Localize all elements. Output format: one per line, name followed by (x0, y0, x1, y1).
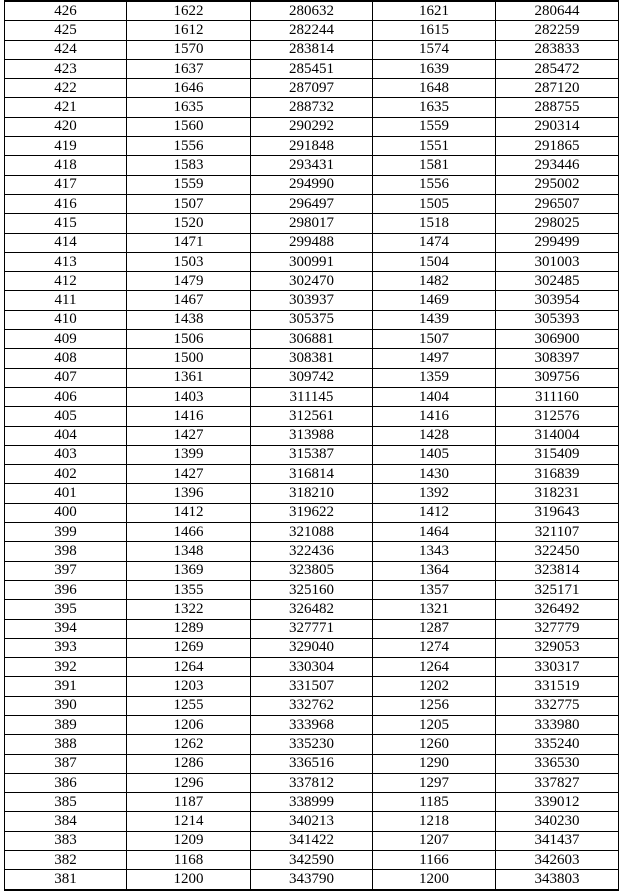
cell-score: 405 (5, 407, 127, 426)
cell-cumulative-b: 288755 (496, 98, 619, 117)
cell-cumulative-b: 321107 (496, 523, 619, 542)
cell-count-b: 1297 (373, 773, 496, 792)
cell-count-a: 1503 (127, 252, 251, 271)
cell-score: 400 (5, 503, 127, 522)
cell-count-b: 1474 (373, 233, 496, 252)
cell-cumulative-a: 337812 (251, 773, 373, 792)
table-row (5, 1, 619, 21)
cell-cumulative-a: 309742 (251, 368, 373, 387)
cell-cumulative-a: 302470 (251, 272, 373, 291)
table-row (5, 330, 619, 349)
cell-count-a: 1168 (127, 851, 251, 870)
cell-count-a: 1466 (127, 523, 251, 542)
cell-count-b: 1639 (373, 59, 496, 78)
table-row (5, 272, 619, 291)
cell-count-a: 1396 (127, 484, 251, 503)
cell-cumulative-a: 306881 (251, 330, 373, 349)
cell-cumulative-a: 294990 (251, 175, 373, 194)
cell-count-b: 1202 (373, 677, 496, 696)
cell-score: 424 (5, 40, 127, 59)
cell-count-a: 1559 (127, 175, 251, 194)
table-row (5, 291, 619, 310)
cell-cumulative-b: 311160 (496, 387, 619, 406)
cell-cumulative-b: 282259 (496, 21, 619, 40)
cell-count-b: 1185 (373, 793, 496, 812)
cell-cumulative-a: 318210 (251, 484, 373, 503)
cell-cumulative-a: 327771 (251, 619, 373, 638)
cell-cumulative-b: 314004 (496, 426, 619, 445)
cell-score: 394 (5, 619, 127, 638)
cell-count-a: 1637 (127, 59, 251, 78)
cell-score: 392 (5, 658, 127, 677)
cell-cumulative-b: 337827 (496, 773, 619, 792)
cell-cumulative-a: 323805 (251, 561, 373, 580)
cell-cumulative-b: 303954 (496, 291, 619, 310)
cell-cumulative-b: 290314 (496, 117, 619, 136)
cell-count-a: 1289 (127, 619, 251, 638)
cell-score: 412 (5, 272, 127, 291)
cell-count-a: 1556 (127, 137, 251, 156)
cell-cumulative-b: 325171 (496, 580, 619, 599)
cell-cumulative-b: 341437 (496, 831, 619, 850)
cell-count-b: 1439 (373, 310, 496, 329)
cell-cumulative-a: 333968 (251, 715, 373, 734)
cell-cumulative-b: 330317 (496, 658, 619, 677)
table-row (5, 870, 619, 890)
cell-cumulative-a: 313988 (251, 426, 373, 445)
table-row (5, 426, 619, 445)
cell-count-a: 1403 (127, 387, 251, 406)
cell-cumulative-a: 305375 (251, 310, 373, 329)
cell-cumulative-a: 331507 (251, 677, 373, 696)
cell-score: 421 (5, 98, 127, 117)
cell-score: 409 (5, 330, 127, 349)
cell-count-a: 1361 (127, 368, 251, 387)
cell-score: 401 (5, 484, 127, 503)
cell-cumulative-b: 342603 (496, 851, 619, 870)
cell-count-a: 1622 (127, 1, 251, 21)
cell-score: 381 (5, 870, 127, 890)
table-row (5, 523, 619, 542)
cell-count-b: 1274 (373, 638, 496, 657)
cell-cumulative-b: 340230 (496, 812, 619, 831)
cell-count-a: 1416 (127, 407, 251, 426)
cell-count-a: 1520 (127, 214, 251, 233)
cell-cumulative-b: 295002 (496, 175, 619, 194)
cell-count-b: 1260 (373, 735, 496, 754)
cell-count-a: 1506 (127, 330, 251, 349)
cell-cumulative-a: 299488 (251, 233, 373, 252)
cell-cumulative-a: 322436 (251, 542, 373, 561)
cell-count-b: 1321 (373, 600, 496, 619)
table-row (5, 175, 619, 194)
cell-cumulative-b: 316839 (496, 465, 619, 484)
cell-score: 397 (5, 561, 127, 580)
cell-score: 403 (5, 445, 127, 464)
cell-cumulative-b: 285472 (496, 59, 619, 78)
table-row (5, 79, 619, 98)
cell-score: 386 (5, 773, 127, 792)
cell-count-b: 1287 (373, 619, 496, 638)
table-row (5, 812, 619, 831)
cell-cumulative-b: 332775 (496, 696, 619, 715)
cell-cumulative-b: 296507 (496, 194, 619, 213)
cell-score: 387 (5, 754, 127, 773)
cell-score: 402 (5, 465, 127, 484)
table-row (5, 677, 619, 696)
cell-score: 407 (5, 368, 127, 387)
table-row (5, 619, 619, 638)
cell-count-b: 1518 (373, 214, 496, 233)
cell-count-a: 1286 (127, 754, 251, 773)
cell-count-a: 1203 (127, 677, 251, 696)
cell-cumulative-a: 290292 (251, 117, 373, 136)
cell-score: 395 (5, 600, 127, 619)
cell-cumulative-b: 339012 (496, 793, 619, 812)
cell-cumulative-a: 291848 (251, 137, 373, 156)
cell-cumulative-b: 309756 (496, 368, 619, 387)
table-row (5, 40, 619, 59)
cell-score: 384 (5, 812, 127, 831)
cell-score: 389 (5, 715, 127, 734)
cell-count-b: 1556 (373, 175, 496, 194)
cell-count-a: 1612 (127, 21, 251, 40)
table-row (5, 387, 619, 406)
cell-cumulative-b: 302485 (496, 272, 619, 291)
cell-count-b: 1359 (373, 368, 496, 387)
cell-count-b: 1497 (373, 349, 496, 368)
table-row (5, 696, 619, 715)
cell-cumulative-b: 323814 (496, 561, 619, 580)
table-row (5, 21, 619, 40)
table-row (5, 59, 619, 78)
table-row (5, 137, 619, 156)
cell-cumulative-a: 282244 (251, 21, 373, 40)
table-row (5, 407, 619, 426)
cell-score: 415 (5, 214, 127, 233)
cell-score: 423 (5, 59, 127, 78)
cell-cumulative-a: 315387 (251, 445, 373, 464)
table-row (5, 214, 619, 233)
cell-count-a: 1412 (127, 503, 251, 522)
table-row (5, 831, 619, 850)
cell-cumulative-b: 301003 (496, 252, 619, 271)
table-row (5, 600, 619, 619)
cell-count-b: 1428 (373, 426, 496, 445)
cell-count-b: 1412 (373, 503, 496, 522)
score-distribution-sheet (4, 0, 618, 891)
table-row (5, 658, 619, 677)
cell-count-b: 1343 (373, 542, 496, 561)
table-row (5, 465, 619, 484)
cell-score: 388 (5, 735, 127, 754)
cell-count-a: 1262 (127, 735, 251, 754)
table-body (5, 1, 619, 890)
table-row (5, 445, 619, 464)
table-row (5, 349, 619, 368)
cell-cumulative-a: 338999 (251, 793, 373, 812)
cell-count-b: 1504 (373, 252, 496, 271)
cell-cumulative-b: 327779 (496, 619, 619, 638)
table-row (5, 252, 619, 271)
cell-count-b: 1404 (373, 387, 496, 406)
cell-cumulative-b: 293446 (496, 156, 619, 175)
table-row (5, 735, 619, 754)
cell-cumulative-b: 343803 (496, 870, 619, 890)
cell-score: 418 (5, 156, 127, 175)
cell-cumulative-b: 336530 (496, 754, 619, 773)
cell-cumulative-b: 322450 (496, 542, 619, 561)
cell-cumulative-a: 335230 (251, 735, 373, 754)
cell-score: 398 (5, 542, 127, 561)
cell-cumulative-a: 293431 (251, 156, 373, 175)
cell-cumulative-a: 285451 (251, 59, 373, 78)
cell-score: 396 (5, 580, 127, 599)
cell-score: 404 (5, 426, 127, 445)
cell-cumulative-a: 325160 (251, 580, 373, 599)
cell-count-b: 1648 (373, 79, 496, 98)
cell-cumulative-a: 280632 (251, 1, 373, 21)
cell-cumulative-b: 305393 (496, 310, 619, 329)
cell-cumulative-b: 319643 (496, 503, 619, 522)
cell-cumulative-a: 288732 (251, 98, 373, 117)
cell-count-a: 1635 (127, 98, 251, 117)
table-row (5, 503, 619, 522)
cell-score: 382 (5, 851, 127, 870)
table-row (5, 793, 619, 812)
cell-score: 413 (5, 252, 127, 271)
cell-count-a: 1355 (127, 580, 251, 599)
cell-count-b: 1507 (373, 330, 496, 349)
cell-cumulative-a: 296497 (251, 194, 373, 213)
cell-cumulative-a: 319622 (251, 503, 373, 522)
cell-count-a: 1348 (127, 542, 251, 561)
cell-count-a: 1264 (127, 658, 251, 677)
cell-cumulative-b: 329053 (496, 638, 619, 657)
cell-cumulative-b: 318231 (496, 484, 619, 503)
cell-cumulative-b: 315409 (496, 445, 619, 464)
cell-cumulative-a: 329040 (251, 638, 373, 657)
cell-count-b: 1200 (373, 870, 496, 890)
table-row (5, 561, 619, 580)
cell-score: 422 (5, 79, 127, 98)
cell-count-a: 1500 (127, 349, 251, 368)
cell-count-b: 1559 (373, 117, 496, 136)
cell-score: 393 (5, 638, 127, 657)
table-row (5, 773, 619, 792)
cell-cumulative-a: 312561 (251, 407, 373, 426)
table-row (5, 542, 619, 561)
cell-count-b: 1621 (373, 1, 496, 21)
cell-count-a: 1214 (127, 812, 251, 831)
cell-count-b: 1416 (373, 407, 496, 426)
cell-count-a: 1467 (127, 291, 251, 310)
cell-count-b: 1256 (373, 696, 496, 715)
cell-count-a: 1471 (127, 233, 251, 252)
cell-score: 426 (5, 1, 127, 21)
cell-score: 383 (5, 831, 127, 850)
cell-cumulative-a: 321088 (251, 523, 373, 542)
cell-cumulative-b: 291865 (496, 137, 619, 156)
score-distribution-table (4, 0, 619, 891)
cell-cumulative-a: 341422 (251, 831, 373, 850)
cell-count-b: 1264 (373, 658, 496, 677)
cell-cumulative-b: 283833 (496, 40, 619, 59)
cell-cumulative-b: 280644 (496, 1, 619, 21)
cell-score: 425 (5, 21, 127, 40)
table-row (5, 368, 619, 387)
cell-count-b: 1290 (373, 754, 496, 773)
cell-score: 390 (5, 696, 127, 715)
cell-count-a: 1479 (127, 272, 251, 291)
cell-count-b: 1469 (373, 291, 496, 310)
cell-count-b: 1166 (373, 851, 496, 870)
cell-count-b: 1581 (373, 156, 496, 175)
cell-cumulative-b: 287120 (496, 79, 619, 98)
cell-cumulative-a: 342590 (251, 851, 373, 870)
cell-count-a: 1560 (127, 117, 251, 136)
table-row (5, 98, 619, 117)
table-row (5, 851, 619, 870)
cell-cumulative-a: 308381 (251, 349, 373, 368)
table-row (5, 310, 619, 329)
table-row (5, 754, 619, 773)
table-row (5, 638, 619, 657)
table-row (5, 117, 619, 136)
cell-cumulative-a: 311145 (251, 387, 373, 406)
table-row (5, 194, 619, 213)
cell-count-a: 1646 (127, 79, 251, 98)
cell-count-b: 1218 (373, 812, 496, 831)
table-row (5, 233, 619, 252)
cell-count-a: 1206 (127, 715, 251, 734)
cell-count-b: 1405 (373, 445, 496, 464)
cell-score: 419 (5, 137, 127, 156)
cell-cumulative-a: 303937 (251, 291, 373, 310)
cell-cumulative-b: 335240 (496, 735, 619, 754)
cell-score: 410 (5, 310, 127, 329)
cell-count-a: 1369 (127, 561, 251, 580)
cell-score: 414 (5, 233, 127, 252)
cell-cumulative-b: 326492 (496, 600, 619, 619)
cell-count-a: 1322 (127, 600, 251, 619)
cell-count-a: 1296 (127, 773, 251, 792)
cell-cumulative-a: 343790 (251, 870, 373, 890)
cell-count-b: 1635 (373, 98, 496, 117)
cell-count-b: 1574 (373, 40, 496, 59)
cell-count-a: 1200 (127, 870, 251, 890)
cell-count-b: 1505 (373, 194, 496, 213)
cell-count-a: 1583 (127, 156, 251, 175)
cell-count-b: 1430 (373, 465, 496, 484)
cell-count-b: 1364 (373, 561, 496, 580)
table-row (5, 715, 619, 734)
table-row (5, 156, 619, 175)
cell-score: 385 (5, 793, 127, 812)
cell-count-b: 1615 (373, 21, 496, 40)
cell-count-a: 1255 (127, 696, 251, 715)
cell-count-a: 1427 (127, 426, 251, 445)
cell-count-a: 1269 (127, 638, 251, 657)
cell-cumulative-b: 306900 (496, 330, 619, 349)
cell-count-a: 1399 (127, 445, 251, 464)
cell-cumulative-a: 336516 (251, 754, 373, 773)
cell-count-a: 1570 (127, 40, 251, 59)
cell-score: 416 (5, 194, 127, 213)
cell-count-b: 1207 (373, 831, 496, 850)
cell-cumulative-a: 330304 (251, 658, 373, 677)
cell-cumulative-a: 340213 (251, 812, 373, 831)
cell-count-a: 1187 (127, 793, 251, 812)
cell-score: 406 (5, 387, 127, 406)
cell-cumulative-a: 283814 (251, 40, 373, 59)
table-row (5, 580, 619, 599)
cell-score: 399 (5, 523, 127, 542)
cell-cumulative-b: 308397 (496, 349, 619, 368)
cell-count-b: 1482 (373, 272, 496, 291)
cell-score: 417 (5, 175, 127, 194)
cell-cumulative-b: 331519 (496, 677, 619, 696)
cell-cumulative-a: 287097 (251, 79, 373, 98)
cell-count-b: 1205 (373, 715, 496, 734)
cell-score: 391 (5, 677, 127, 696)
cell-cumulative-b: 333980 (496, 715, 619, 734)
cell-count-a: 1427 (127, 465, 251, 484)
cell-count-a: 1209 (127, 831, 251, 850)
cell-cumulative-a: 298017 (251, 214, 373, 233)
cell-score: 408 (5, 349, 127, 368)
cell-score: 420 (5, 117, 127, 136)
cell-count-a: 1507 (127, 194, 251, 213)
cell-count-b: 1551 (373, 137, 496, 156)
cell-count-b: 1357 (373, 580, 496, 599)
cell-cumulative-a: 316814 (251, 465, 373, 484)
cell-cumulative-b: 299499 (496, 233, 619, 252)
cell-cumulative-b: 298025 (496, 214, 619, 233)
cell-count-b: 1392 (373, 484, 496, 503)
table-row (5, 484, 619, 503)
cell-cumulative-a: 300991 (251, 252, 373, 271)
cell-cumulative-a: 326482 (251, 600, 373, 619)
cell-score: 411 (5, 291, 127, 310)
cell-count-b: 1464 (373, 523, 496, 542)
cell-cumulative-b: 312576 (496, 407, 619, 426)
cell-cumulative-a: 332762 (251, 696, 373, 715)
cell-count-a: 1438 (127, 310, 251, 329)
